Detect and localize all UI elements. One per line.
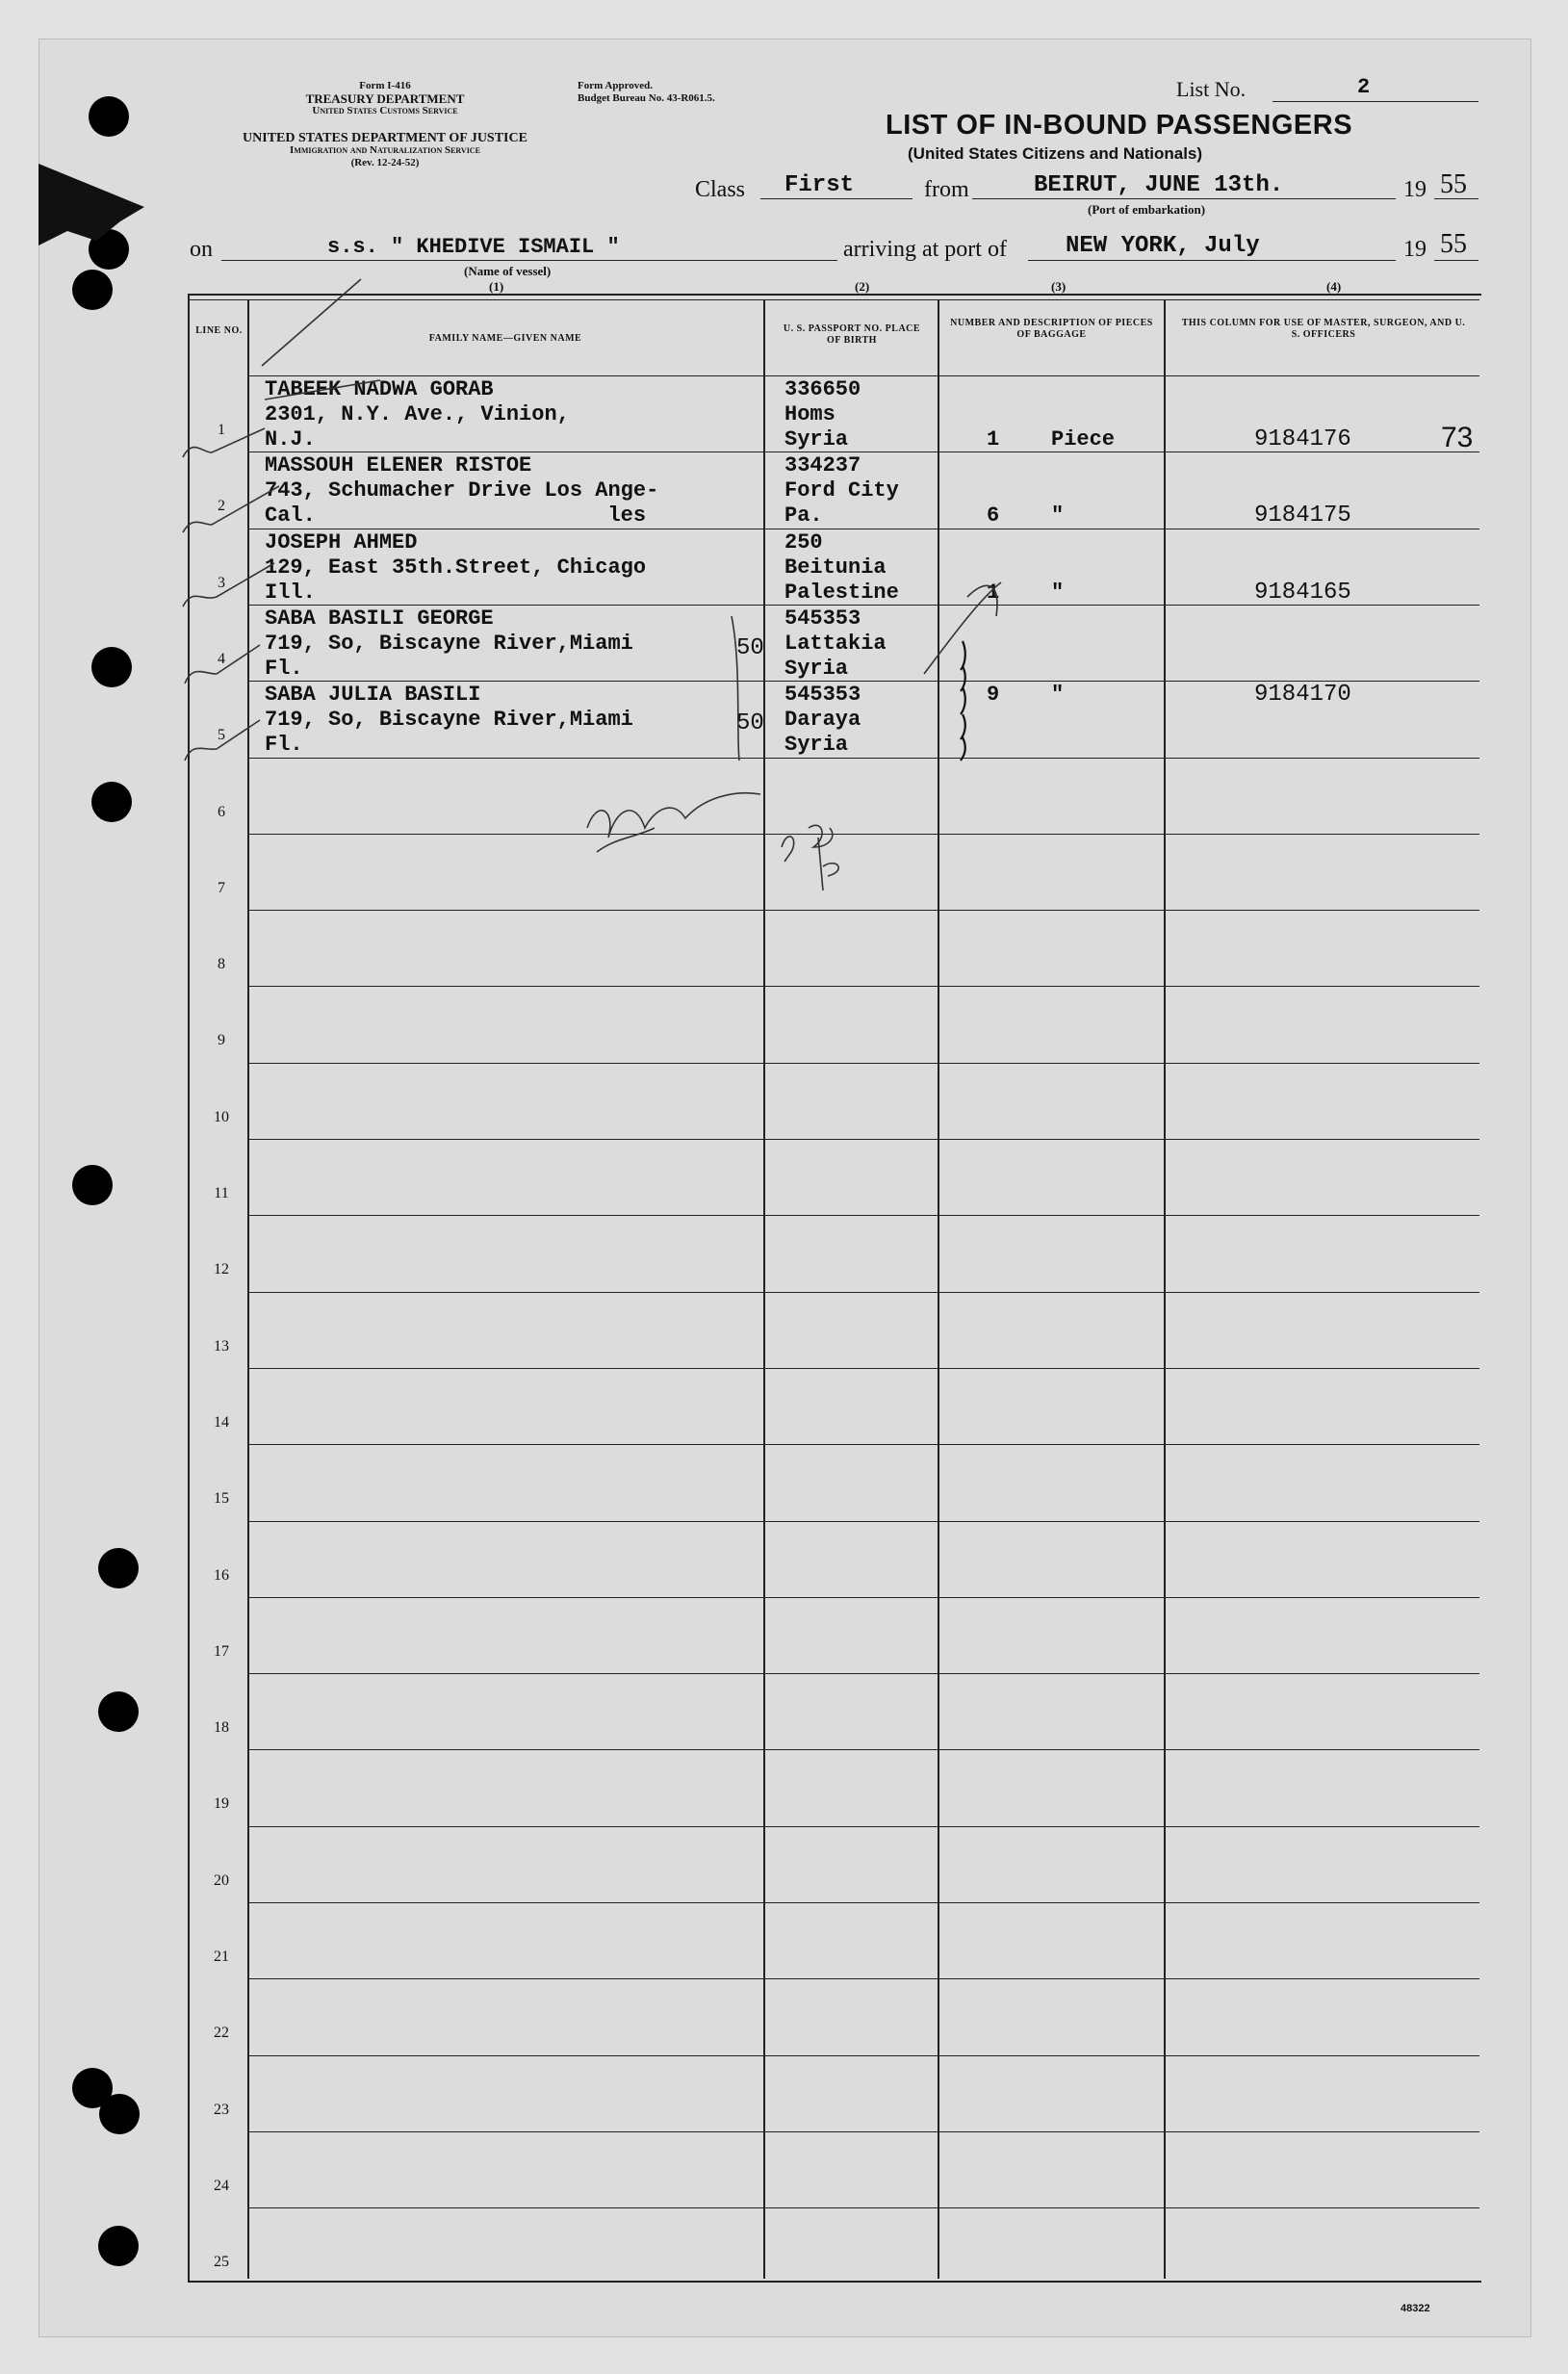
line-number: 21 [214, 1948, 229, 1965]
birthplace: Homs [784, 402, 835, 426]
line-number: 23 [214, 2101, 229, 2118]
line-number: 10 [214, 1108, 229, 1125]
baggage-count: 6 [987, 503, 1000, 529]
baggage-count: 9 [987, 683, 1000, 708]
line-number: 9 [218, 1032, 225, 1049]
line-number: 22 [214, 2025, 229, 2042]
passenger-address-cont: Cal. les [265, 503, 647, 529]
baggage-description: " [1051, 503, 1065, 529]
line-number: 7 [218, 879, 225, 896]
col-number-2: (2) [855, 279, 870, 294]
passenger-name: MASSOUH ELENER RISTOE [265, 453, 532, 478]
from-label: from [924, 177, 969, 202]
on-label: on [190, 237, 213, 262]
page-title: LIST OF IN-BOUND PASSENGERS [886, 110, 1353, 141]
passenger-name: JOSEPH AHMED [265, 529, 418, 555]
list-number-value: 2 [1357, 75, 1371, 99]
line-number: 2 [218, 498, 225, 515]
col-header-baggage: NUMBER AND DESCRIPTION OF PIECES OF BAGGAGE [950, 318, 1153, 340]
passport-number: 545353 [784, 606, 861, 631]
col-header-passport: U. S. PASSPORT NO. PLACE OF BIRTH [783, 323, 921, 346]
passport-number: 336650 [784, 377, 861, 401]
line-number: 1 [218, 422, 225, 438]
arrival-port: NEW YORK, July [1066, 233, 1260, 259]
line-number: 24 [214, 2177, 229, 2194]
year-prefix-2: 19 [1403, 237, 1427, 262]
birthplace-cont: Syria [784, 733, 849, 758]
baggage-count: 1 [987, 427, 1000, 452]
port-embark-label: (Port of embarkation) [1088, 202, 1206, 217]
passenger-address: 719, So, Biscayne River,Miami [265, 708, 633, 733]
birthplace: Beitunia [784, 555, 887, 580]
birthplace: Lattakia [784, 631, 887, 656]
line-number: 19 [214, 1795, 229, 1813]
line-number: 20 [214, 1871, 229, 1889]
passenger-address-cont: Ill. [265, 580, 316, 605]
birthplace-cont: Palestine [784, 580, 899, 605]
line-number: 12 [214, 1261, 229, 1278]
col-header-line-no: LINE NO. [195, 325, 243, 336]
line-number: 4 [218, 650, 225, 667]
officer-code: 9184170 [1254, 682, 1351, 709]
line-number: 18 [214, 1719, 229, 1737]
year-1: 55 [1440, 169, 1467, 199]
line-number: 3 [218, 574, 225, 591]
vessel-label: (Name of vessel) [464, 264, 552, 278]
ins-service: Immigration and Naturalization Service [290, 144, 480, 156]
passenger-address-cont: Fl. [265, 733, 303, 758]
col-number-4: (4) [1326, 279, 1342, 294]
passenger-address-cont: N.J. [265, 427, 316, 452]
year-prefix-1: 19 [1403, 177, 1427, 202]
passport-number: 334237 [784, 453, 861, 478]
line-number: 11 [214, 1185, 229, 1201]
customs-service: United States Customs Service [312, 105, 458, 116]
baggage-description: " [1051, 580, 1065, 605]
passenger-name: SABA BASILI GEORGE [265, 606, 494, 631]
col-header-officers: THIS COLUMN FOR USE OF MASTER, SURGEON, AND U. S. OFFICERS [1181, 318, 1466, 340]
line-number: 13 [214, 1337, 229, 1355]
passport-number: 250 [784, 529, 823, 555]
passenger-name: TABEEK NADWA GORAB [265, 377, 494, 401]
line-number: 16 [214, 1566, 229, 1584]
age-mark: 50 [736, 710, 764, 736]
passenger-address-cont: Fl. [265, 656, 303, 681]
birthplace-cont: Syria [784, 427, 849, 452]
form-approved: Form Approved. [578, 80, 654, 91]
passenger-address: 719, So, Biscayne River,Miami [265, 631, 633, 656]
birthplace: Daraya [784, 708, 861, 733]
baggage-description: " [1051, 683, 1065, 708]
from-value: BEIRUT, JUNE 13th. [1034, 172, 1284, 198]
passenger-address: 129, East 35th.Street, Chicago [265, 555, 647, 580]
birthplace-cont: Syria [784, 656, 849, 681]
line-number: 14 [214, 1413, 229, 1431]
birthplace: Ford City [784, 478, 899, 503]
line-number: 17 [214, 1642, 229, 1660]
birthplace-cont: Pa. [784, 503, 823, 529]
budget-bureau: Budget Bureau No. 43-R061.5. [578, 92, 715, 104]
form-code: 48322 [1401, 2303, 1430, 2314]
class-value: First [784, 172, 855, 198]
arriving-label: arriving at port of [843, 237, 1007, 262]
line-number: 15 [214, 1490, 229, 1508]
vessel-name: s.s. " KHEDIVE ISMAIL " [327, 235, 620, 259]
line-number: 5 [218, 727, 225, 744]
line-number: 25 [214, 2254, 229, 2271]
officer-code: 9184175 [1254, 503, 1351, 529]
col-number-3: (3) [1051, 279, 1067, 294]
col-header-name: FAMILY NAME—GIVEN NAME [428, 333, 582, 344]
officer-code: 9184165 [1254, 579, 1351, 606]
officer-code: 9184176 [1254, 426, 1351, 452]
age-mark: 50 [736, 635, 764, 661]
form-number: Form I-416 [359, 80, 411, 91]
justice-dept: UNITED STATES DEPARTMENT OF JUSTICE [243, 131, 527, 145]
revision: (Rev. 12-24-52) [350, 157, 420, 168]
baggage-count: 1 [987, 580, 1000, 605]
col-number-1: (1) [489, 279, 504, 294]
year-2: 55 [1440, 229, 1467, 259]
line-number: 6 [218, 803, 225, 820]
passenger-name: SABA JULIA BASILI [265, 683, 481, 708]
passenger-address: 2301, N.Y. Ave., Vinion, [265, 402, 570, 426]
line-number: 8 [218, 956, 225, 973]
treasury-dept: TREASURY DEPARTMENT [305, 91, 465, 106]
list-number-label: List No. [1176, 77, 1247, 101]
baggage-description: Piece [1051, 427, 1116, 452]
officer-note: 73 [1441, 422, 1474, 453]
page-subtitle: (United States Citizens and Nationals) [908, 144, 1203, 163]
passport-number: 545353 [784, 683, 861, 708]
class-label: Class [695, 177, 746, 202]
passenger-address: 743, Schumacher Drive Los Ange- [265, 478, 659, 503]
